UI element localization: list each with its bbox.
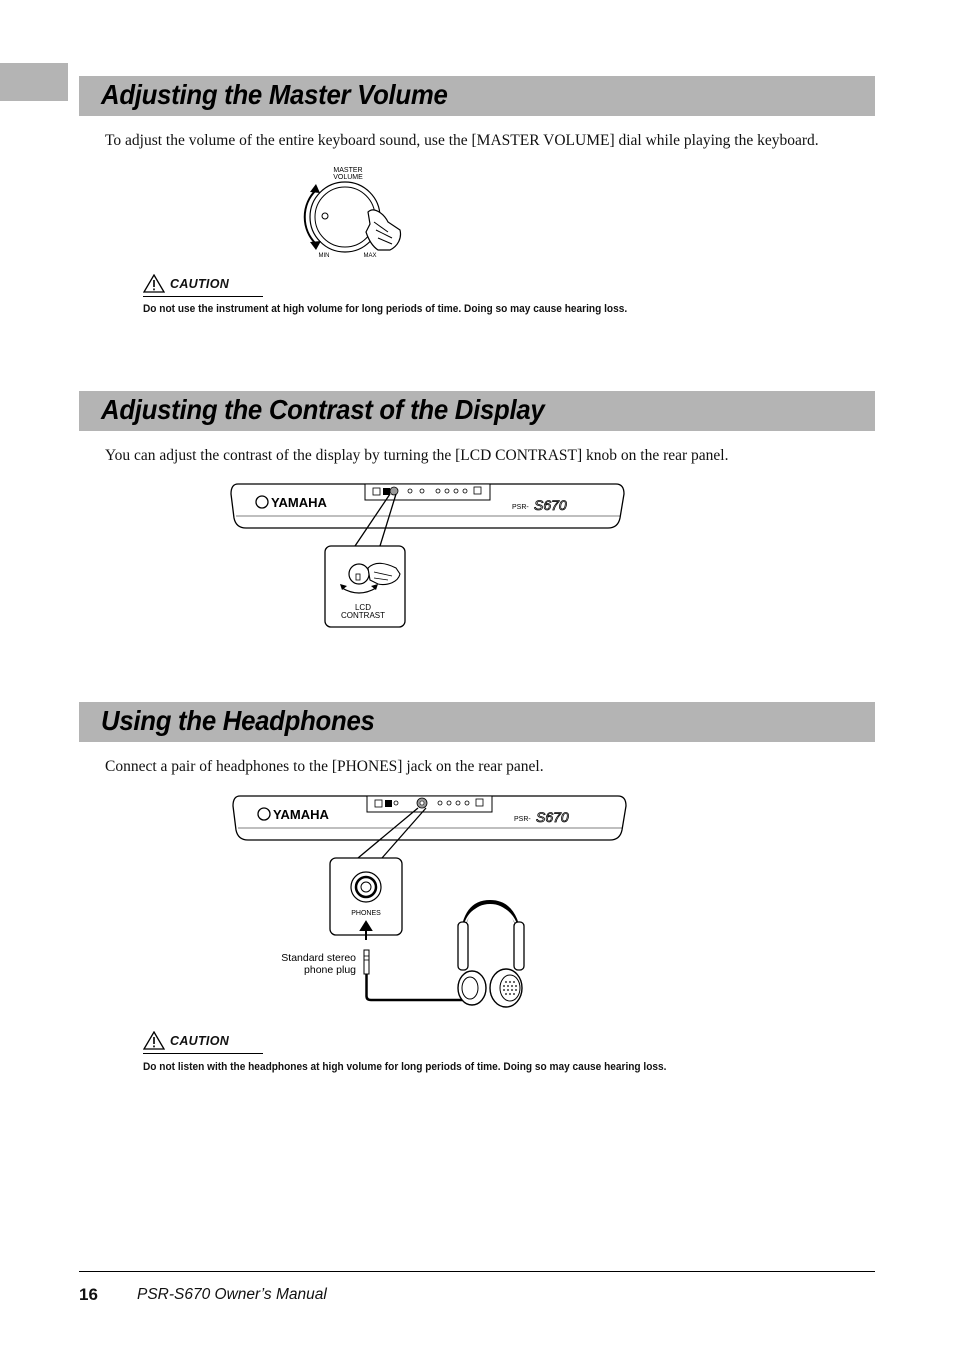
section-title: Using the Headphones (101, 705, 375, 736)
warning-triangle-icon (143, 274, 165, 293)
caution-text: Do not listen with the headphones at high volume for long periods of time. Doing so may cause hearing loss. (143, 1061, 667, 1073)
brand-text: YAMAHA (273, 807, 329, 822)
caution-label: CAUTION (170, 277, 230, 291)
knob-label-line1: LCD (354, 603, 372, 612)
chapter-tab (0, 63, 68, 101)
caution-heading (143, 274, 263, 297)
section-header-master-volume (79, 76, 875, 116)
caution-text: Do not use the instrument at high volume for long periods of time. Doing so may cause hearing loss. (143, 303, 628, 315)
section-title: Adjusting the Master Volume (101, 79, 448, 110)
headphones-connection-illustration (230, 792, 630, 1017)
caution-label: CAUTION (170, 1034, 230, 1048)
lcd-contrast-panel-illustration (228, 480, 628, 637)
section-body-text: You can adjust the contrast of the display by turning the [LCD CONTRAST] knob on the rear panel. (105, 447, 729, 464)
footer-rule (79, 1271, 875, 1272)
jack-label: PHONES (351, 910, 381, 917)
section-body-text: To adjust the volume of the entire keyboard sound, use the [MASTER VOLUME] dial while playing the keyboard. (105, 132, 819, 149)
model-text: S670 (534, 497, 567, 513)
dial-min-label: MIN (318, 253, 330, 259)
master-volume-dial-illustration (288, 162, 418, 267)
dial-label-line1: MASTER (333, 167, 363, 174)
model-prefix: PSR- (514, 816, 531, 823)
dial-max-label: MAX (363, 253, 377, 259)
knob-label-line2: CONTRAST (341, 611, 385, 620)
plug-label-line2: phone plug (304, 964, 356, 976)
warning-triangle-icon (143, 1031, 165, 1050)
plug-label-line1: Standard stereo (281, 952, 356, 964)
brand-text: YAMAHA (271, 495, 327, 510)
section-body-text: Connect a pair of headphones to the [PHONES] jack on the rear panel. (105, 758, 544, 775)
caution-heading (143, 1031, 263, 1054)
section-header-headphones (79, 702, 875, 742)
page-number: 16 (79, 1285, 98, 1304)
section-header-display-contrast (79, 391, 875, 431)
model-text: S670 (536, 809, 569, 825)
headphones-icon (458, 902, 524, 1007)
section-title: Adjusting the Contrast of the Display (101, 394, 545, 425)
model-prefix: PSR- (512, 504, 529, 511)
dial-label-line2: VOLUME (333, 174, 363, 181)
manual-title: PSR-S670 Owner’s Manual (137, 1286, 327, 1303)
